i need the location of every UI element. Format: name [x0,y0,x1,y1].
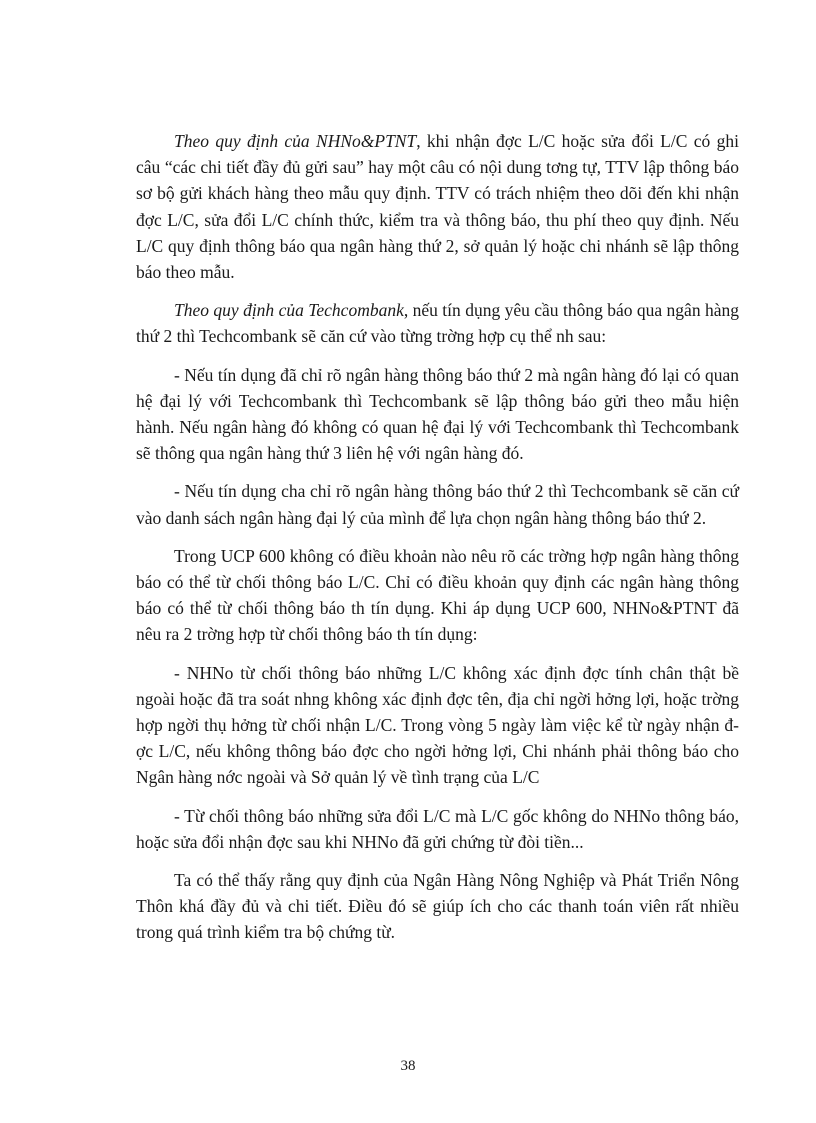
paragraph-ucp600 [136,543,739,648]
paragraph-nhno-ptnt-rule [136,128,739,285]
paragraph-text: - Nếu tín dụng đã chỉ rõ ngân hàng thông báo thứ 2 mà ngân hàng đó lại có quan hệ đại lý với Techcombank thì Techcombank sẽ lập thông báo gửi theo mẫu hiện hành. Nếu ngân hàng đó không có quan hệ đại lý với Techcombank thì Techcombank sẽ thông qua ngân hàng thứ 3 liên hệ với ngân hàng đó. [136,364,739,464]
paragraph-lead-techcombank: Theo quy định của Techcombank [174,300,404,321]
paragraph-conclusion [136,867,739,946]
paragraph-techcombank-rule [136,297,739,349]
document-body [136,128,739,958]
paragraph-bullet-refuse-lc [136,660,739,791]
paragraph-bullet-unspecified-bank [136,478,739,530]
paragraph-text: , khi nhận đợc L/C hoặc sửa đổi L/C có ghi câu “các chi tiết đầy đủ gửi sau” hay một câu có nội dung tơng tự, TTV lập thông báo sơ bộ gửi khách hàng theo mẫu quy định. TTV có trách nhiệm theo dõi đến khi nhận đợc L/C, sửa đổi L/C chính thức, kiểm tra và thông báo, thu phí theo quy định. Nếu L/C quy định thông báo qua ngân hàng thứ 2, sở quản lý hoặc chi nhánh sẽ lập thông báo theo mẫu. [136,131,739,283]
paragraph-text: - Nếu tín dụng cha chỉ rõ ngân hàng thông báo thứ 2 thì Techcombank sẽ căn cứ vào danh sách ngân hàng đại lý của mình để lựa chọn ngân hàng thông báo thứ 2. [136,481,739,528]
page-number: 38 [400,1058,416,1074]
paragraph-text: - Từ chối thông báo những sửa đổi L/C mà L/C gốc không do NHNo thông báo, hoặc sửa đổi nhận đợc sau khi NHNo đã gửi chứng từ đòi tiền... [136,805,739,852]
paragraph-bullet-refuse-amendment [136,803,739,855]
paragraph-text: Ta có thể thấy rằng quy định của Ngân Hàng Nông Nghiệp và Phát Triển Nông Thôn khá đầy đủ và chi tiết. Điều đó sẽ giúp ích cho các thanh toán viên rất nhiều trong quá trình kiểm tra bộ chứng từ. [136,870,739,943]
paragraph-bullet-agent-bank [136,362,739,467]
paragraph-text: , nếu tín dụng yêu cầu thông báo qua ngân hàng thứ 2 thì Techcombank sẽ căn cứ vào từng trờng hợp cụ thể nh sau: [136,300,739,347]
paragraph-text: Trong UCP 600 không có điều khoản nào nêu rõ các trờng hợp ngân hàng thông báo có thể từ chối thông báo L/C. Chỉ có điều khoản quy định các ngân hàng thông báo có thể từ chối thông báo th tín dụng. Khi áp dụng UCP 600, NHNo&PTNT đã nêu ra 2 trờng hợp từ chối thông báo th tín dụng: [136,545,739,645]
paragraph-text: - NHNo từ chối thông báo những L/C không xác định đợc tính chân thật bề ngoài hoặc đã tra soát nhng không xác định đợc tên, địa chỉ ngời hởng lợi, hoặc trờng hợp ngời thụ hởng từ chối nhận L/C. Trong vòng 5 ngày làm việc kể từ ngày nhận đợc L/C, nếu không thông báo đợc cho ngời hởng lợi, Chi nhánh phải thông báo cho Ngân hàng nớc ngoài và Sở quản lý về tình trạng của L/C [136,662,739,788]
paragraph-lead-nhno: Theo quy định của NHNo&PTNT [174,131,417,151]
